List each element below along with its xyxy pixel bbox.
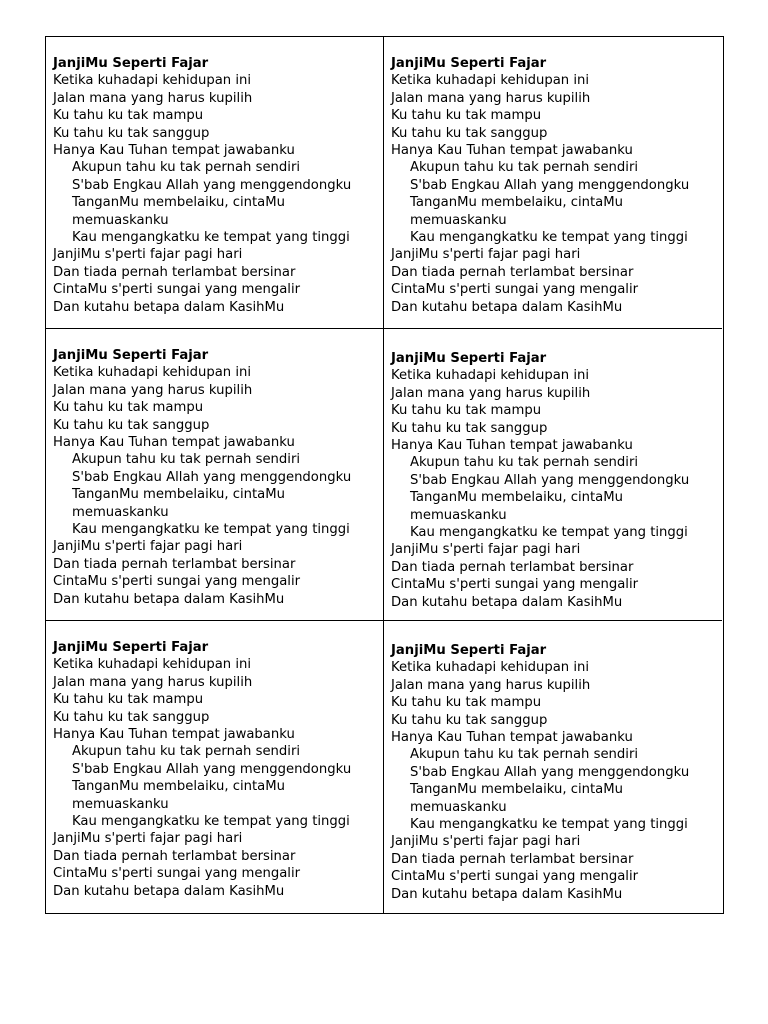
lyric-line: TanganMu membelaiku, cintaMu: [410, 490, 623, 506]
lyric-line: JanjiMu s'perti fajar pagi hari: [391, 542, 581, 558]
lyric-line: CintaMu s'perti sungai yang mengalir: [391, 869, 639, 885]
lyric-line: JanjiMu s'perti fajar pagi hari: [53, 831, 243, 847]
lyric-line: Ku tahu ku tak sanggup: [53, 417, 210, 433]
lyric-line: Ku tahu ku tak sanggup: [53, 125, 210, 141]
lyric-line: Dan kutahu betapa dalam KasihMu: [391, 299, 623, 315]
lyric-line: Jalan mana yang harus kupilih: [391, 385, 591, 401]
lyric-line: S'bab Engkau Allah yang menggendongku: [410, 764, 690, 780]
lyric-line: Hanya Kau Tuhan tempat jawabanku: [391, 143, 633, 159]
lyric-line: Dan kutahu betapa dalam KasihMu: [53, 591, 285, 607]
lyric-card-r1-c1: [46, 37, 384, 329]
lyric-line: Kau mengangkatku ke tempat yang tinggi: [410, 817, 688, 833]
lyric-line: Akupun tahu ku tak pernah sendiri: [410, 160, 639, 176]
lyric-line: Dan tiada pernah terlambat bersinar: [391, 264, 634, 280]
song-title: JanjiMu Seperti Fajar: [53, 640, 209, 655]
song-title: JanjiMu Seperti Fajar: [391, 351, 547, 366]
lyric-line: TanganMu membelaiku, cintaMu: [72, 779, 285, 795]
lyric-line: Ketika kuhadapi kehidupan ini: [53, 73, 252, 89]
lyric-line: Kau mengangkatku ke tempat yang tinggi: [410, 230, 688, 246]
lyric-line: S'bab Engkau Allah yang menggendongku: [72, 761, 352, 777]
lyric-line: CintaMu s'perti sungai yang mengalir: [391, 577, 639, 593]
song-title: JanjiMu Seperti Fajar: [53, 56, 209, 71]
lyric-line: Ketika kuhadapi kehidupan ini: [53, 365, 252, 381]
lyric-line: memuaskanku: [410, 799, 507, 815]
lyric-line: CintaMu s'perti sungai yang mengalir: [391, 282, 639, 298]
lyric-line: Hanya Kau Tuhan tempat jawabanku: [53, 727, 295, 743]
song-title: JanjiMu Seperti Fajar: [391, 56, 547, 71]
lyric-line: Jalan mana yang harus kupilih: [53, 90, 253, 106]
lyric-line: Jalan mana yang harus kupilih: [391, 677, 591, 693]
lyric-line: Ketika kuhadapi kehidupan ini: [391, 73, 590, 89]
lyric-line: Kau mengangkatku ke tempat yang tinggi: [72, 522, 350, 538]
lyric-line: JanjiMu s'perti fajar pagi hari: [53, 539, 243, 555]
lyric-line: CintaMu s'perti sungai yang mengalir: [53, 574, 301, 590]
lyric-card-grid: [45, 36, 724, 914]
lyric-line: Dan tiada pernah terlambat bersinar: [53, 556, 296, 572]
lyric-line: S'bab Engkau Allah yang menggendongku: [72, 177, 352, 193]
lyric-line: Dan tiada pernah terlambat bersinar: [391, 851, 634, 867]
lyric-line: CintaMu s'perti sungai yang mengalir: [53, 282, 301, 298]
lyric-line: S'bab Engkau Allah yang menggendongku: [72, 469, 352, 485]
lyric-line: Ku tahu ku tak mampu: [391, 108, 542, 124]
lyric-line: JanjiMu s'perti fajar pagi hari: [391, 247, 581, 263]
lyric-line: memuaskanku: [72, 212, 169, 228]
lyric-line: S'bab Engkau Allah yang menggendongku: [410, 177, 690, 193]
lyric-line: TanganMu membelaiku, cintaMu: [410, 782, 623, 798]
lyric-line: Dan tiada pernah terlambat bersinar: [391, 559, 634, 575]
lyric-line: TanganMu membelaiku, cintaMu: [72, 195, 285, 211]
lyric-line: Ku tahu ku tak sanggup: [391, 125, 548, 141]
lyric-line: Ketika kuhadapi kehidupan ini: [53, 657, 252, 673]
lyric-line: Akupun tahu ku tak pernah sendiri: [72, 160, 301, 176]
lyric-line: Hanya Kau Tuhan tempat jawabanku: [391, 730, 633, 746]
lyric-line: memuaskanku: [72, 796, 169, 812]
lyric-line: Ku tahu ku tak mampu: [391, 695, 542, 711]
lyric-line: Kau mengangkatku ke tempat yang tinggi: [410, 525, 688, 541]
lyric-line: Ku tahu ku tak mampu: [53, 400, 204, 416]
lyric-card-r3-c2: [384, 621, 722, 913]
lyric-line: memuaskanku: [72, 504, 169, 520]
lyric-line: Ku tahu ku tak sanggup: [53, 709, 210, 725]
song-title: JanjiMu Seperti Fajar: [391, 643, 547, 658]
lyric-line: JanjiMu s'perti fajar pagi hari: [391, 834, 581, 850]
lyric-line: Ku tahu ku tak mampu: [391, 403, 542, 419]
lyric-line: Kau mengangkatku ke tempat yang tinggi: [72, 814, 350, 830]
lyric-line: Ku tahu ku tak mampu: [53, 692, 204, 708]
lyric-line: Dan kutahu betapa dalam KasihMu: [53, 883, 285, 899]
lyric-line: Akupun tahu ku tak pernah sendiri: [410, 747, 639, 763]
lyric-line: Dan kutahu betapa dalam KasihMu: [391, 594, 623, 610]
lyric-line: Ku tahu ku tak sanggup: [391, 420, 548, 436]
lyric-line: Hanya Kau Tuhan tempat jawabanku: [53, 435, 295, 451]
song-title: JanjiMu Seperti Fajar: [53, 348, 209, 363]
lyric-line: Akupun tahu ku tak pernah sendiri: [410, 455, 639, 471]
lyric-line: Akupun tahu ku tak pernah sendiri: [72, 452, 301, 468]
lyric-card-r3-c1: [46, 621, 384, 913]
lyric-line: TanganMu membelaiku, cintaMu: [410, 195, 623, 211]
lyric-line: Ku tahu ku tak mampu: [53, 108, 204, 124]
lyric-line: Kau mengangkatku ke tempat yang tinggi: [72, 230, 350, 246]
lyric-card-r2-c2: [384, 329, 722, 621]
lyric-line: TanganMu membelaiku, cintaMu: [72, 487, 285, 503]
lyric-line: Dan kutahu betapa dalam KasihMu: [391, 886, 623, 902]
lyric-line: memuaskanku: [410, 212, 507, 228]
lyric-line: Dan tiada pernah terlambat bersinar: [53, 264, 296, 280]
lyric-card-r2-c1: [46, 329, 384, 621]
lyric-line: Ketika kuhadapi kehidupan ini: [391, 660, 590, 676]
lyric-line: Jalan mana yang harus kupilih: [53, 674, 253, 690]
lyric-line: Dan tiada pernah terlambat bersinar: [53, 848, 296, 864]
lyric-line: Ketika kuhadapi kehidupan ini: [391, 368, 590, 384]
lyric-line: Jalan mana yang harus kupilih: [391, 90, 591, 106]
lyric-line: Akupun tahu ku tak pernah sendiri: [72, 744, 301, 760]
lyric-line: Hanya Kau Tuhan tempat jawabanku: [391, 438, 633, 454]
lyric-line: Hanya Kau Tuhan tempat jawabanku: [53, 143, 295, 159]
lyric-line: memuaskanku: [410, 507, 507, 523]
lyric-line: S'bab Engkau Allah yang menggendongku: [410, 472, 690, 488]
lyric-line: Ku tahu ku tak sanggup: [391, 712, 548, 728]
lyric-line: Dan kutahu betapa dalam KasihMu: [53, 299, 285, 315]
lyric-line: CintaMu s'perti sungai yang mengalir: [53, 866, 301, 882]
lyric-line: Jalan mana yang harus kupilih: [53, 382, 253, 398]
lyric-card-r1-c2: [384, 37, 722, 329]
lyric-line: JanjiMu s'perti fajar pagi hari: [53, 247, 243, 263]
